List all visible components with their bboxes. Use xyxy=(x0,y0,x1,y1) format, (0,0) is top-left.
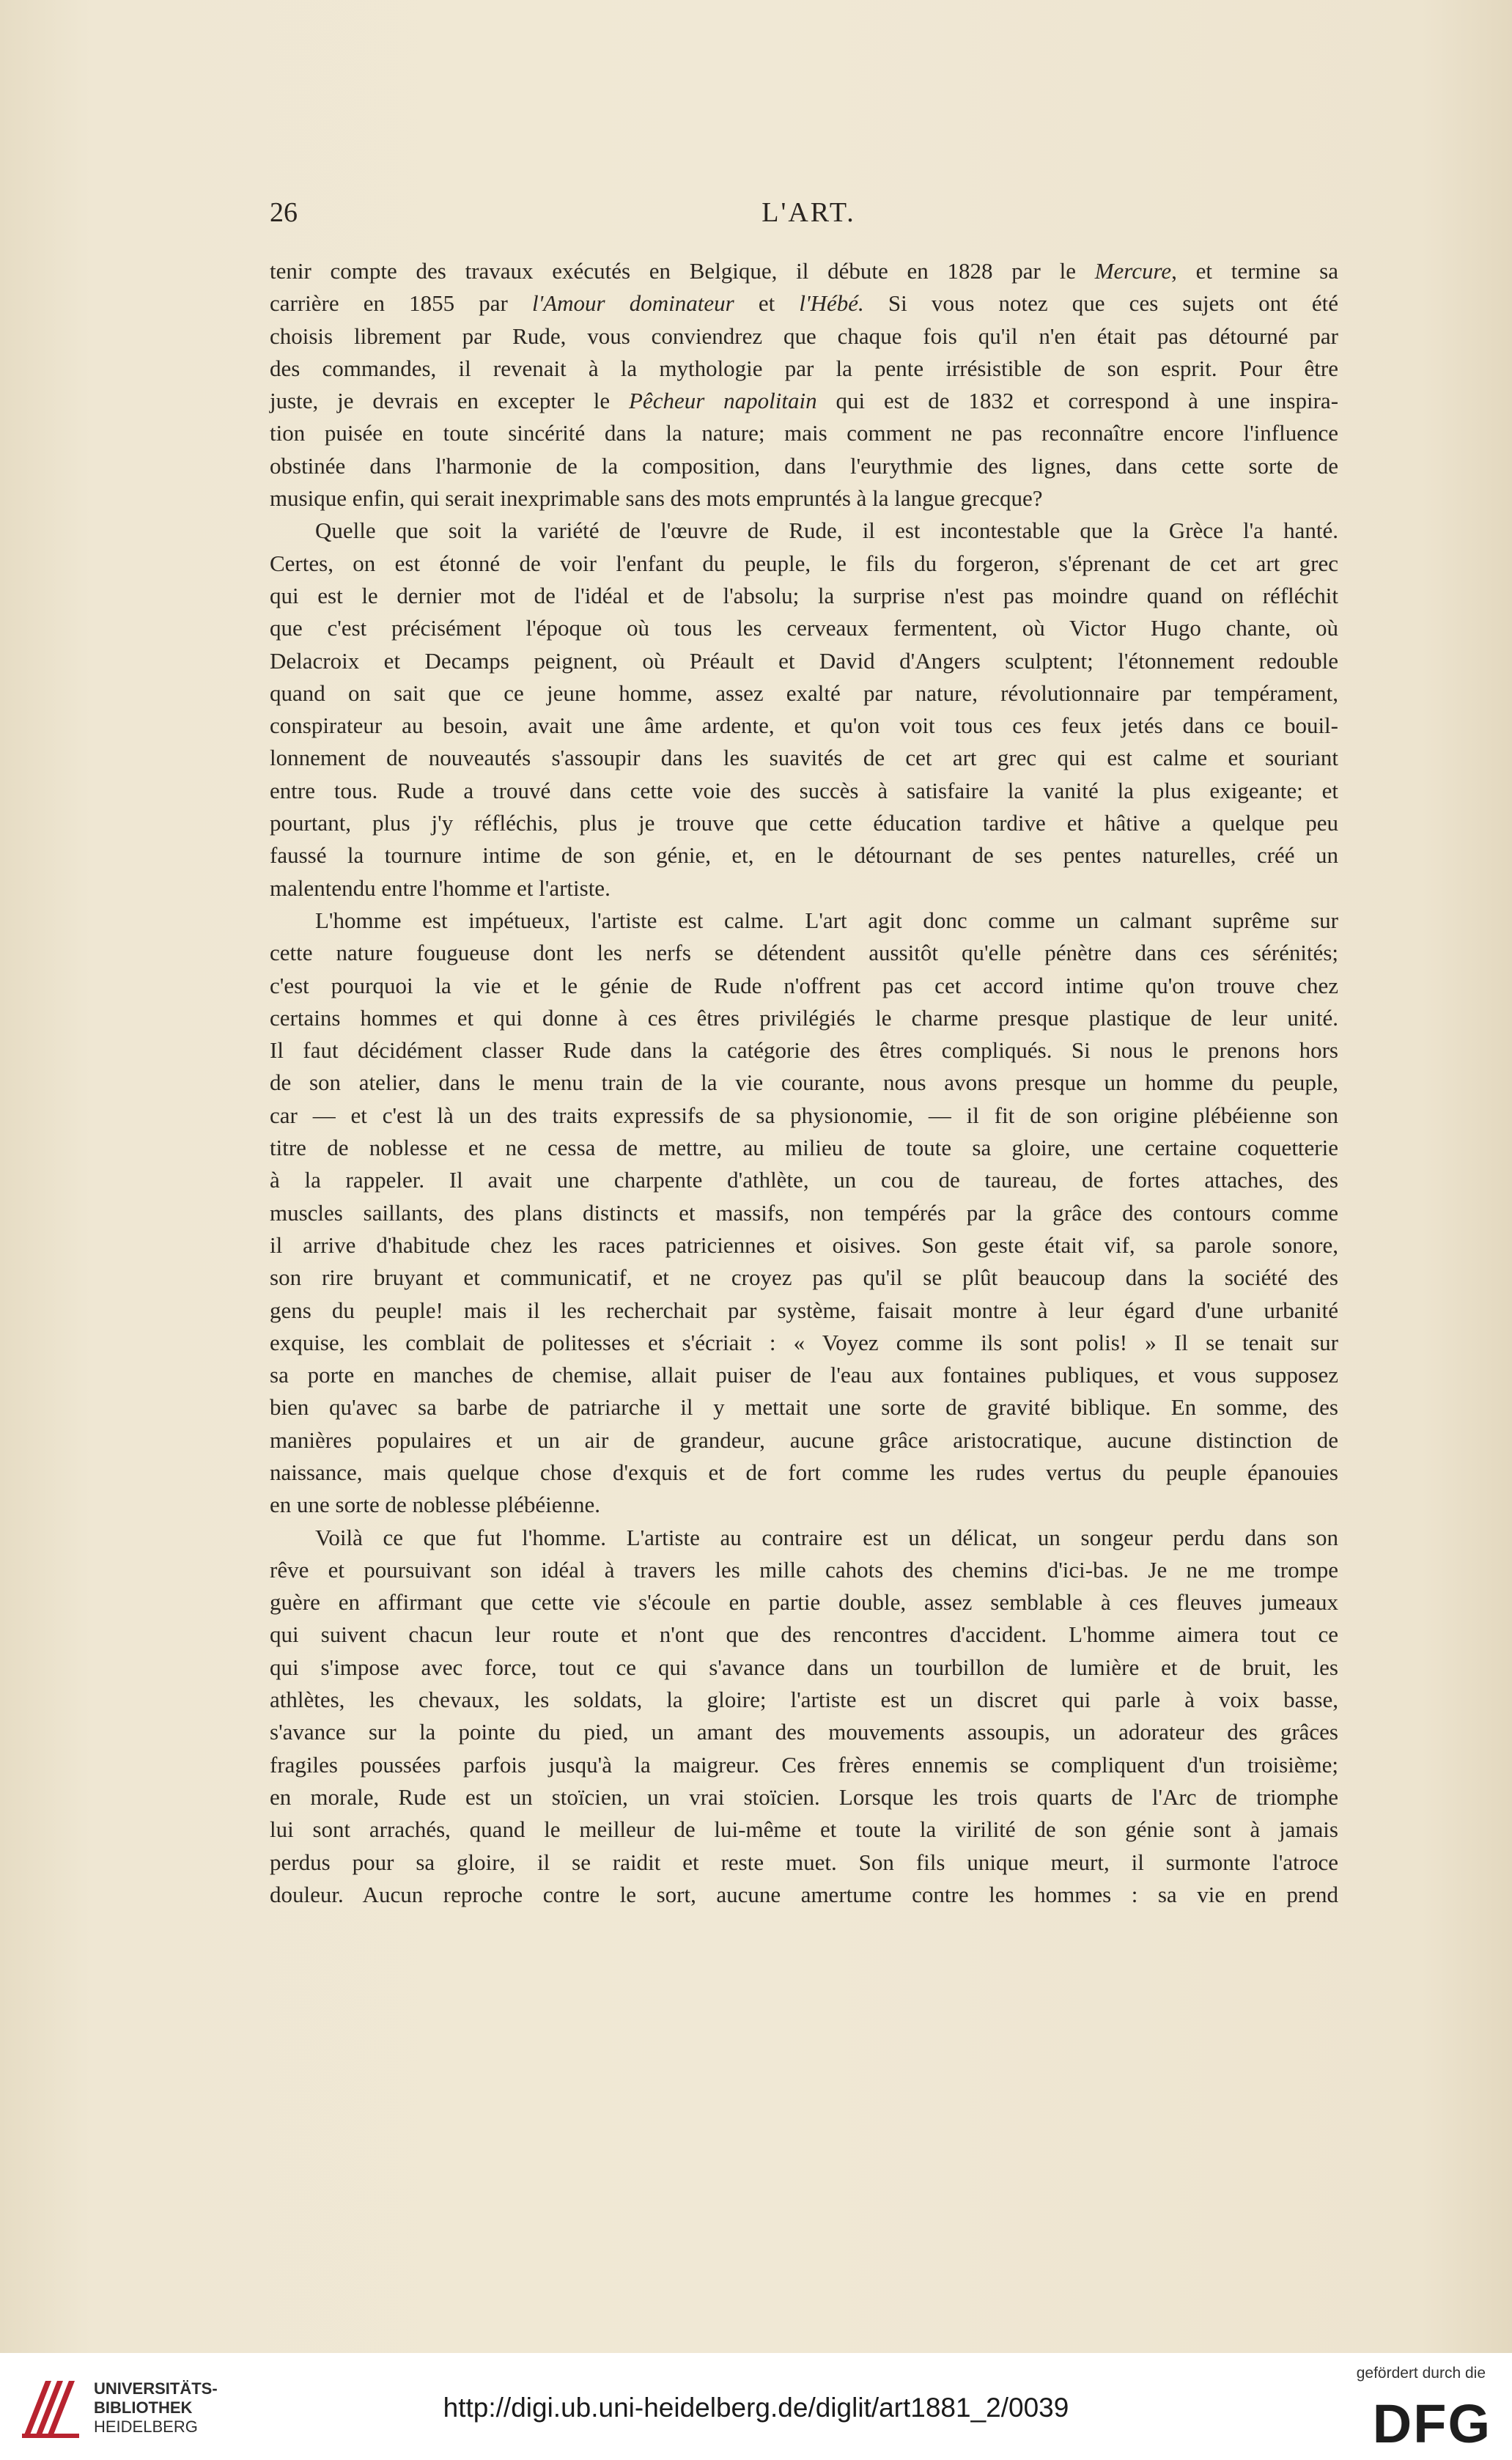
text-run: conspirateur au besoin, avait une âme ardente, et qu'on voit tous ces feux jetés dans ce bouil- xyxy=(270,712,1338,739)
text-line xyxy=(270,937,1338,969)
text-run: car — et c'est là un des traits expressifs de sa physionomie, — il fit de son origine plébéienne son xyxy=(270,1102,1338,1128)
text-run: de son atelier, dans le menu train de la vie courante, nous avons presque un homme du peuple, xyxy=(270,1069,1338,1096)
text-run: Certes, on est étonné de voir l'enfant du peuple, le fils du forgeron, s'éprenant de cet art grec xyxy=(270,550,1338,576)
text-run: naissance, mais quelque chose d'exquis et de fort comme les rudes vertus du peuple épanouies xyxy=(270,1459,1338,1485)
text-run: lonnement de nouveautés s'assoupir dans les suavités de cet art grec qui est calme et souriant xyxy=(270,745,1338,771)
text-line xyxy=(270,320,1338,353)
page-number: 26 xyxy=(270,197,298,228)
text-line xyxy=(270,385,1338,417)
text-run: gens du peuple! mais il les recherchait par système, faisait montre à leur égard d'une urbanité xyxy=(270,1297,1338,1323)
text-run: quand on sait que ce jeune homme, assez exalté par nature, révolutionnaire par tempérament, xyxy=(270,680,1338,706)
text-run: il arrive d'habitude chez les races patriciennes et oisives. Son geste était vif, sa parole sonore, xyxy=(270,1231,1338,1258)
text-line xyxy=(270,580,1338,612)
text-run: titre de noblesse et ne cessa de mettre, au milieu de toute sa gloire, une certaine coquetterie xyxy=(270,1135,1338,1161)
text-run: exquise, les comblait de politesses et s'écriait : « Voyez comme ils sont polis! » Il se tenait sur xyxy=(270,1329,1338,1355)
page-header xyxy=(270,196,1348,240)
text-run: s'avance sur la pointe du pied, un amant des mouvements assoupis, un adorateur des grâces xyxy=(270,1719,1338,1745)
text-line xyxy=(270,1879,1338,1911)
text-run: et xyxy=(734,290,800,317)
text-line xyxy=(270,1781,1338,1813)
text-line xyxy=(270,1424,1338,1457)
text-line xyxy=(270,1554,1338,1586)
text-line xyxy=(270,677,1338,710)
text-line xyxy=(270,807,1338,839)
text-run: à la rappeler. Il avait une charpente d'athlète, un cou de taureau, de fortes attaches, des xyxy=(270,1167,1338,1193)
text-run: faussé la tournure intime de son génie, et, en le détournant de ses pentes naturelles, créé un xyxy=(270,842,1338,869)
text-run: son rire bruyant et communicatif, et ne croyez pas qu'il se plût beaucoup dans la société des xyxy=(270,1264,1338,1291)
text-line xyxy=(270,1586,1338,1618)
text-line xyxy=(270,1749,1338,1781)
text-line xyxy=(270,1229,1338,1262)
text-run: qui est de 1832 et correspond à une inspira- xyxy=(816,388,1339,414)
text-line xyxy=(270,1846,1338,1879)
text-run: certains hommes et qui donne à ces êtres privilégiés le charme presque plastique de leur unité. xyxy=(270,1004,1338,1031)
text-run: carrière en 1855 par xyxy=(270,290,532,317)
text-line xyxy=(270,1100,1338,1132)
text-line xyxy=(270,417,1338,449)
text-run: juste, je devrais en excepter le xyxy=(270,388,629,414)
text-run: Il faut décidément classer Rude dans la catégorie des êtres compliqués. Si nous le prenons hors xyxy=(270,1037,1338,1064)
library-name-line-3: HEIDELBERG xyxy=(94,2417,198,2436)
text-run: obstinée dans l'harmonie de la composition, dans l'eurythmie des lignes, dans cette sorte de xyxy=(270,452,1338,479)
funded-by-label: gefördert durch die xyxy=(1356,2365,1486,2382)
text-run: musique enfin, qui serait inexprimable sans des mots empruntés à la langue grecque? xyxy=(270,485,1043,512)
text-run: choisis librement par Rude, vous conviendrez que chaque fois qu'il n'en était pas détourné par xyxy=(270,323,1338,349)
text-run: bien qu'avec sa barbe de patriarche il y mettait une sorte de gravité biblique. En somme, des xyxy=(270,1394,1338,1421)
text-line xyxy=(270,1651,1338,1684)
text-line xyxy=(270,839,1338,872)
text-run: qui est le dernier mot de l'idéal et de l'absolu; la surprise n'est pas moindre quand on réfléchit xyxy=(270,582,1338,608)
text-line xyxy=(270,1684,1338,1716)
text-line xyxy=(270,872,1338,905)
text-run: c'est pourquoi la vie et le génie de Rude n'offrent pas cet accord intime qu'on trouve chez xyxy=(270,972,1338,998)
text-run: que c'est précisément l'époque où tous les cerveaux fermentent, où Victor Hugo chante, où xyxy=(270,615,1338,641)
text-line xyxy=(270,1327,1338,1359)
text-run: athlètes, les chevaux, les soldats, la gloire; l'artiste est un discret qui parle à voix basse, xyxy=(270,1687,1338,1713)
source-url-link[interactable]: http://digi.ub.uni-heidelberg.de/diglit/art1881_2/0039 xyxy=(443,2393,1069,2423)
text-run: muscles saillants, des plans distincts et massifs, non tempérés par la grâce des contours comme xyxy=(270,1199,1338,1226)
text-run: , et termine sa xyxy=(1171,258,1338,284)
text-run: cette nature fougueuse dont les nerfs se détendent aussitôt qu'elle pénètre dans ces sérénités; xyxy=(270,940,1338,966)
text-run: des commandes, il revenait à la mythologie par la pente irrésistible de son esprit. Pour être xyxy=(270,355,1338,381)
text-line xyxy=(270,1067,1338,1099)
text-run: douleur. Aucun reproche contre le sort, aucune amertume contre les hommes : sa vie en prend xyxy=(270,1881,1338,1907)
text-run: en une sorte de noblesse plébéienne. xyxy=(270,1492,601,1518)
library-name-line-2: BIBLIOTHEK xyxy=(94,2398,193,2417)
text-run: Voilà ce que fut l'homme. L'artiste au contraire est un délicat, un songeur perdu dans son xyxy=(315,1524,1338,1550)
text-run: fragiles poussées parfois jusqu'à la maigreur. Ces frères ennemis se compliquent d'un troisième; xyxy=(270,1751,1338,1778)
text-run: Delacroix et Decamps peignent, où Préault et David d'Angers sculptent; l'étonnement redouble xyxy=(270,647,1338,674)
italic-title: Pêcheur napolitain xyxy=(629,388,817,414)
text-line xyxy=(270,905,1338,937)
text-line xyxy=(270,1034,1338,1067)
text-line xyxy=(270,515,1338,547)
text-run: L'homme est impétueux, l'artiste est calme. L'art agit donc comme un calmant suprême sur xyxy=(315,907,1338,933)
text-line xyxy=(270,450,1338,482)
text-run: rêve et poursuivant son idéal à travers les mille cahots des chemins d'ici-bas. Je ne me trompe xyxy=(270,1556,1338,1583)
text-run: tion puisée en toute sincérité dans la nature; mais comment ne pas reconnaître encore l'influence xyxy=(270,420,1338,446)
text-line xyxy=(270,353,1338,385)
text-line xyxy=(270,970,1338,1002)
text-run: tenir compte des travaux exécutés en Belgique, il débute en 1828 par le xyxy=(270,258,1095,284)
running-title: L'ART. xyxy=(761,197,856,228)
text-line xyxy=(270,1457,1338,1489)
text-line xyxy=(270,612,1338,644)
text-run: en morale, Rude est un stoïcien, un vrai stoïcien. Lorsque les trois quarts de l'Arc de triomphe xyxy=(270,1783,1338,1810)
text-run: qui suivent chacun leur route et n'ont que des rencontres d'accident. L'homme aimera tout ce xyxy=(270,1621,1338,1648)
dfg-logo: DFG xyxy=(1372,2393,1491,2454)
text-line xyxy=(270,742,1338,774)
text-run: guère en affirmant que cette vie s'écoule en partie double, assez semblable à ces fleuves jumeaux xyxy=(270,1589,1338,1616)
text-run: pourtant, plus j'y réfléchis, plus je trouve que cette éducation tardive et hâtive a quelque peu xyxy=(270,810,1338,836)
text-run: Si vous notez que ces sujets ont été xyxy=(863,290,1339,317)
text-line xyxy=(270,645,1338,677)
text-line xyxy=(270,1813,1338,1846)
text-run: entre tous. Rude a trouvé dans cette voie des succès à satisfaire la vanité la plus exigeante; et xyxy=(270,777,1338,803)
text-run: qui s'impose avec force, tout ce qui s'avance dans un tourbillon de lumière et de bruit, les xyxy=(270,1654,1338,1680)
article-body xyxy=(270,255,1338,1911)
italic-title: l'Hébé. xyxy=(799,290,864,317)
text-line xyxy=(270,548,1338,580)
text-line xyxy=(270,1164,1338,1196)
text-line xyxy=(270,710,1338,742)
text-line xyxy=(270,1132,1338,1164)
text-line xyxy=(270,1197,1338,1229)
text-line xyxy=(270,775,1338,807)
text-line xyxy=(270,1489,1338,1521)
text-line xyxy=(270,1262,1338,1294)
text-run: lui sont arrachés, quand le meilleur de lui-même et toute la virilité de son génie sont à jamais xyxy=(270,1816,1338,1843)
italic-title: l'Amour dominateur xyxy=(531,290,734,317)
italic-title: Mercure xyxy=(1094,258,1172,284)
text-run: Quelle que soit la variété de l'œuvre de Rude, il est incontestable que la Grèce l'a hanté. xyxy=(315,518,1338,544)
text-run: perdus pour sa gloire, il se raidit et reste muet. Son fils unique meurt, il surmonte l'atroce xyxy=(270,1849,1338,1875)
text-line xyxy=(270,1359,1338,1391)
text-line xyxy=(270,1295,1338,1327)
text-line xyxy=(270,1002,1338,1034)
text-run: malentendu entre l'homme et l'artiste. xyxy=(270,874,611,901)
text-line xyxy=(270,1522,1338,1554)
text-run: manières populaires et un air de grandeur, aucune grâce aristocratique, aucune distinction de xyxy=(270,1426,1338,1453)
text-line xyxy=(270,1618,1338,1651)
text-line xyxy=(270,482,1338,515)
text-line xyxy=(270,255,1338,287)
text-line xyxy=(270,287,1338,320)
library-name-line-1: UNIVERSITÄTS- xyxy=(94,2379,218,2398)
text-line xyxy=(270,1716,1338,1748)
text-run: sa porte en manches de chemise, allait puiser de l'eau aux fontaines publiques, et vous supposez xyxy=(270,1362,1338,1388)
text-line xyxy=(270,1391,1338,1424)
